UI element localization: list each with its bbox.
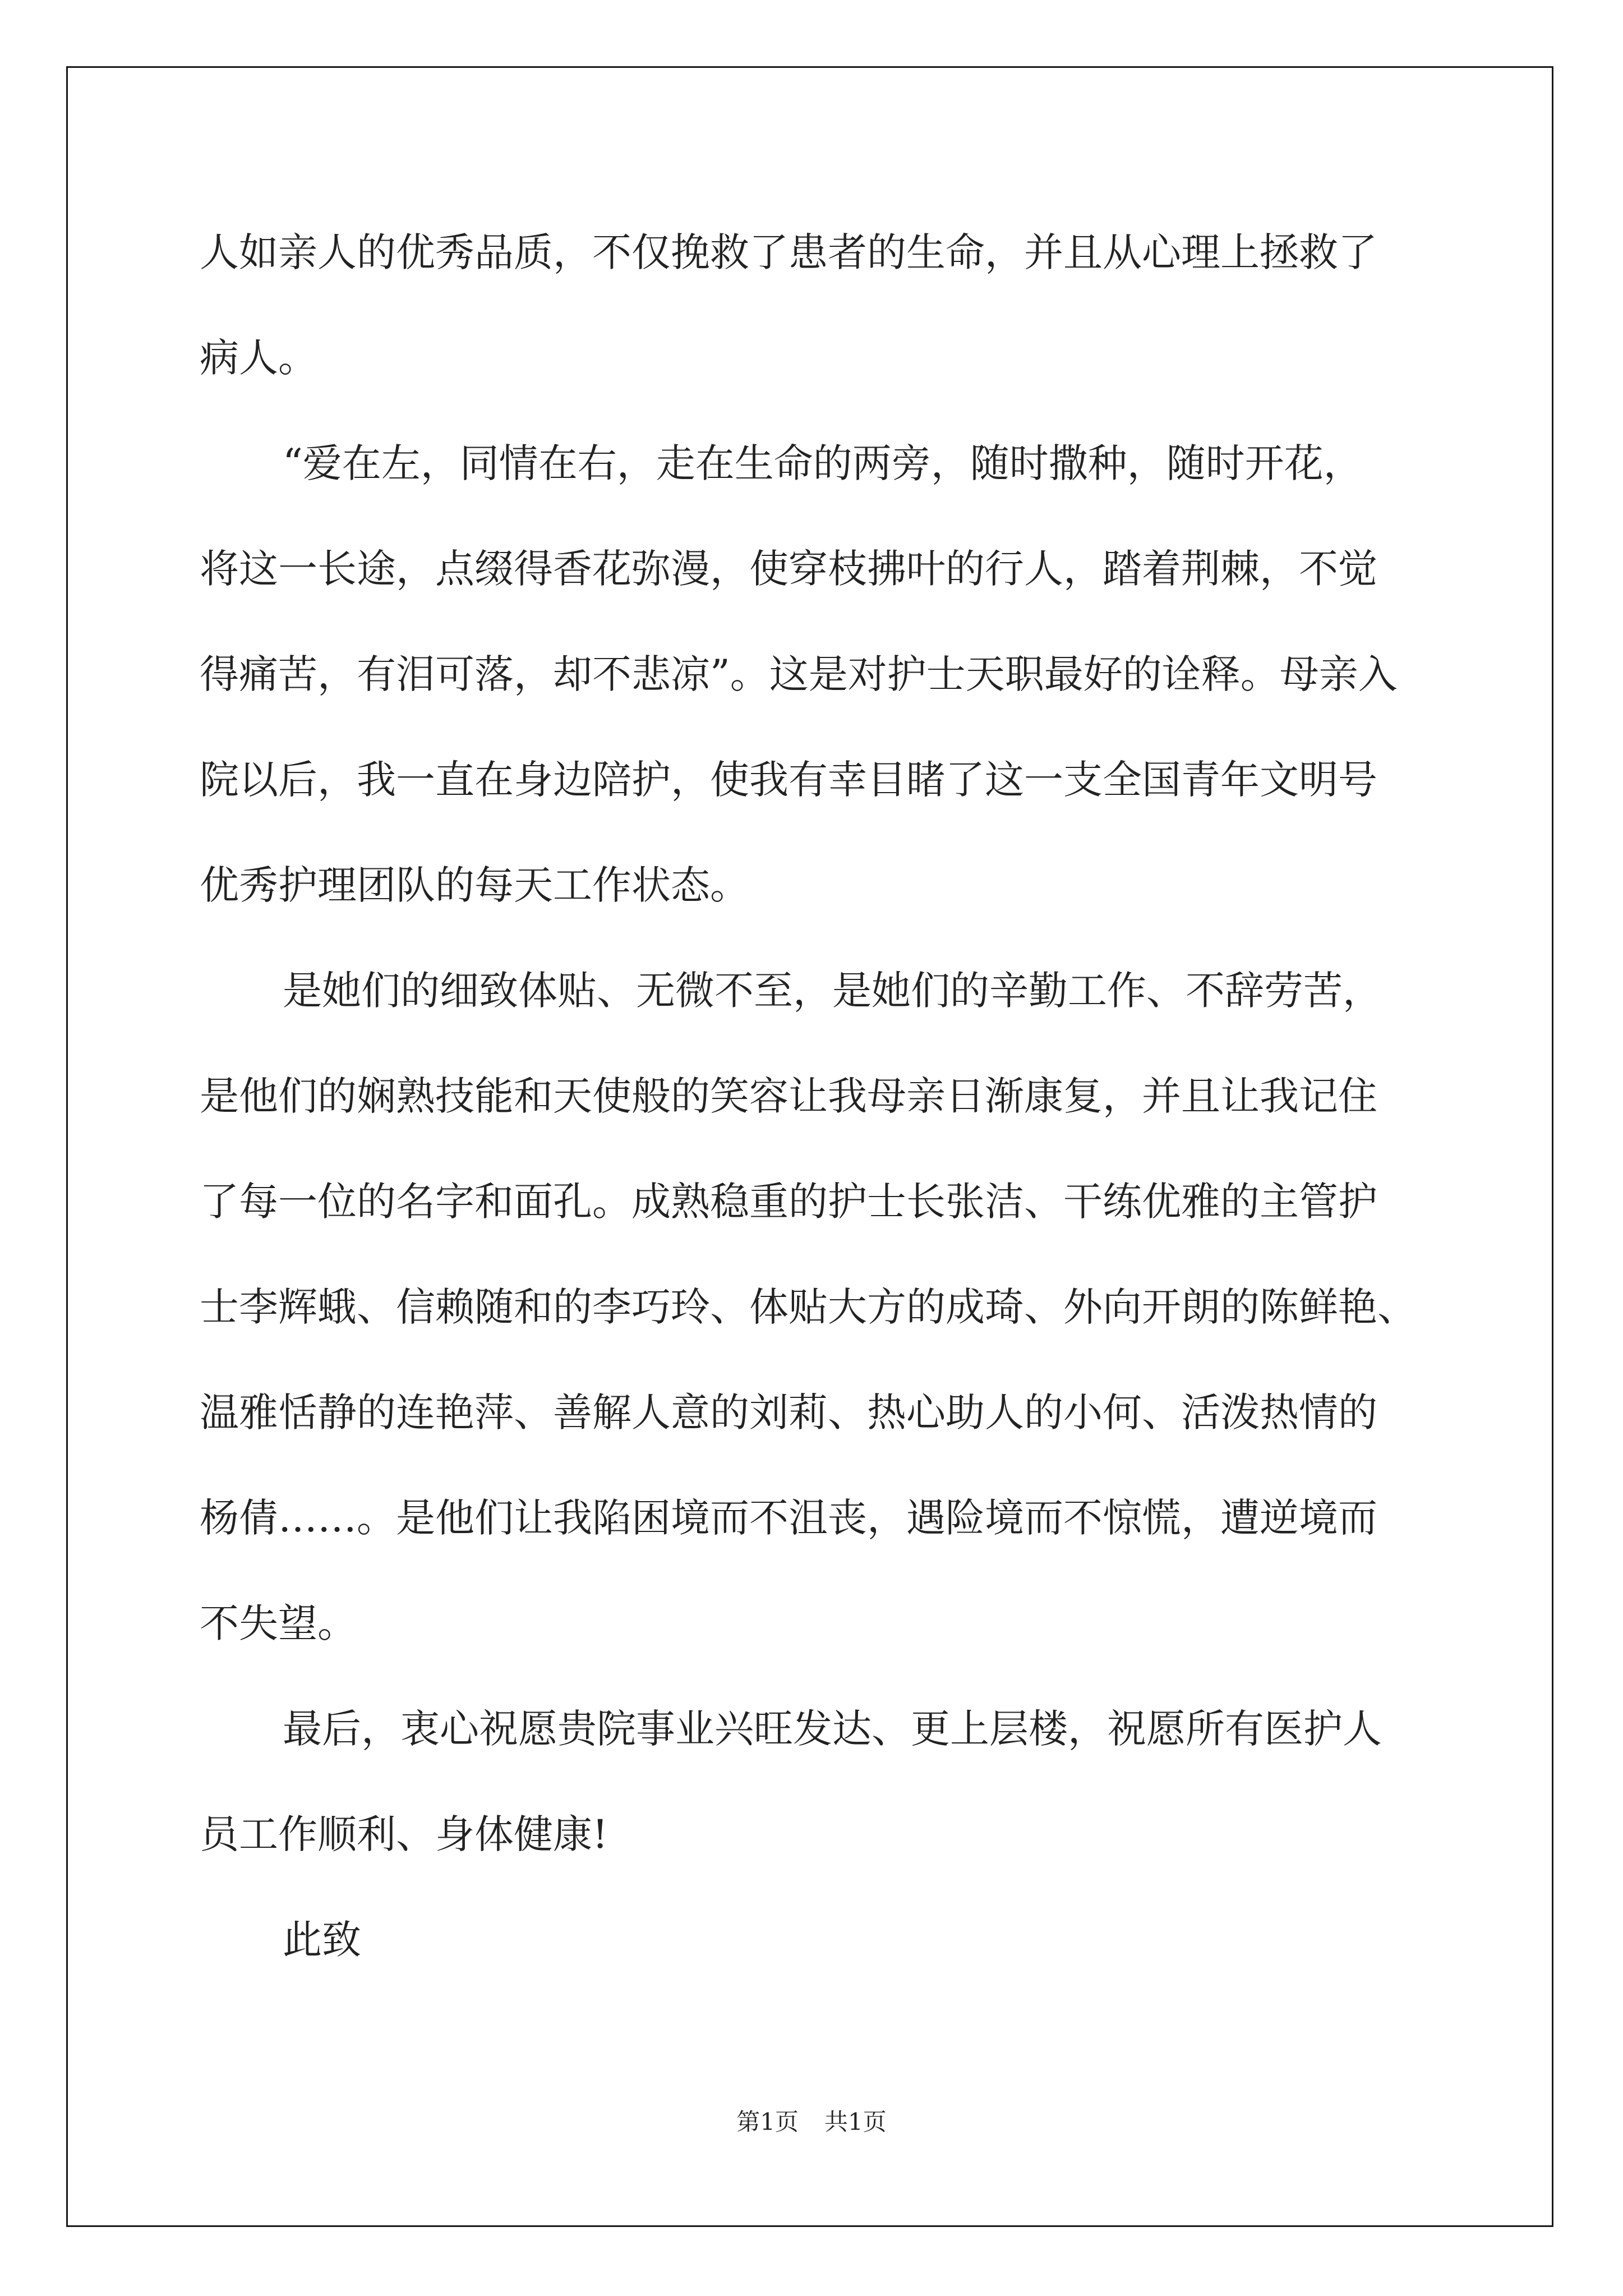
text-line: 了每一位的名字和面孔。成熟稳重的护士长张洁、干练优雅的主管护: [200, 1179, 1377, 1225]
text-line: 人如亲人的优秀品质，不仅挽救了患者的生命，并且从心理上拯救了: [200, 229, 1377, 275]
page-number-total: 共1页: [824, 2108, 887, 2136]
paragraph-start-line: 最后，衷心祝愿贵院事业兴旺发达、更上层楼，祝愿所有医护人: [283, 1706, 1382, 1752]
text-line: 杨倩……。是他们让我陷困境而不沮丧，遇险境而不惊慌，遭逆境而: [200, 1495, 1377, 1541]
text-line: 院以后，我一直在身边陪护，使我有幸目睹了这一支全国青年文明号: [200, 757, 1377, 803]
text-line: 得痛苦，有泪可落，却不悲凉”。这是对护士天职最好的诠释。母亲入: [200, 651, 1398, 697]
page-footer: [0, 2104, 1623, 2137]
paragraph-start-line: “爱在左，同情在右，走在生命的两旁，随时撒种，随时开花，: [283, 440, 1363, 486]
text-line: 是他们的娴熟技能和天使般的笑容让我母亲日渐康复，并且让我记住: [200, 1073, 1377, 1119]
text-line: 士李辉蛾、信赖随和的李巧玲、体贴大方的成琦、外向开朗的陈鲜艳、: [200, 1284, 1417, 1330]
page-number-current: 第1页: [736, 2108, 799, 2136]
text-line: 员工作顺利、身体健康!: [200, 1811, 608, 1857]
closing-salutation: 此致: [283, 1917, 361, 1963]
text-line: 不失望。: [200, 1600, 357, 1646]
paragraph-start-line: 是她们的细致体贴、无微不至，是她们的辛勤工作、不辞劳苦，: [283, 968, 1382, 1014]
text-line: 优秀护理团队的每天工作状态。: [200, 862, 749, 908]
text-line: 温雅恬静的连艳萍、善解人意的刘莉、热心助人的小何、活泼热情的: [200, 1389, 1377, 1435]
text-line: 将这一长途，点缀得香花弥漫，使穿枝拂叶的行人，踏着荆棘，不觉: [200, 546, 1377, 592]
text-line: 病人。: [200, 335, 317, 381]
document-body: [200, 200, 1456, 1993]
